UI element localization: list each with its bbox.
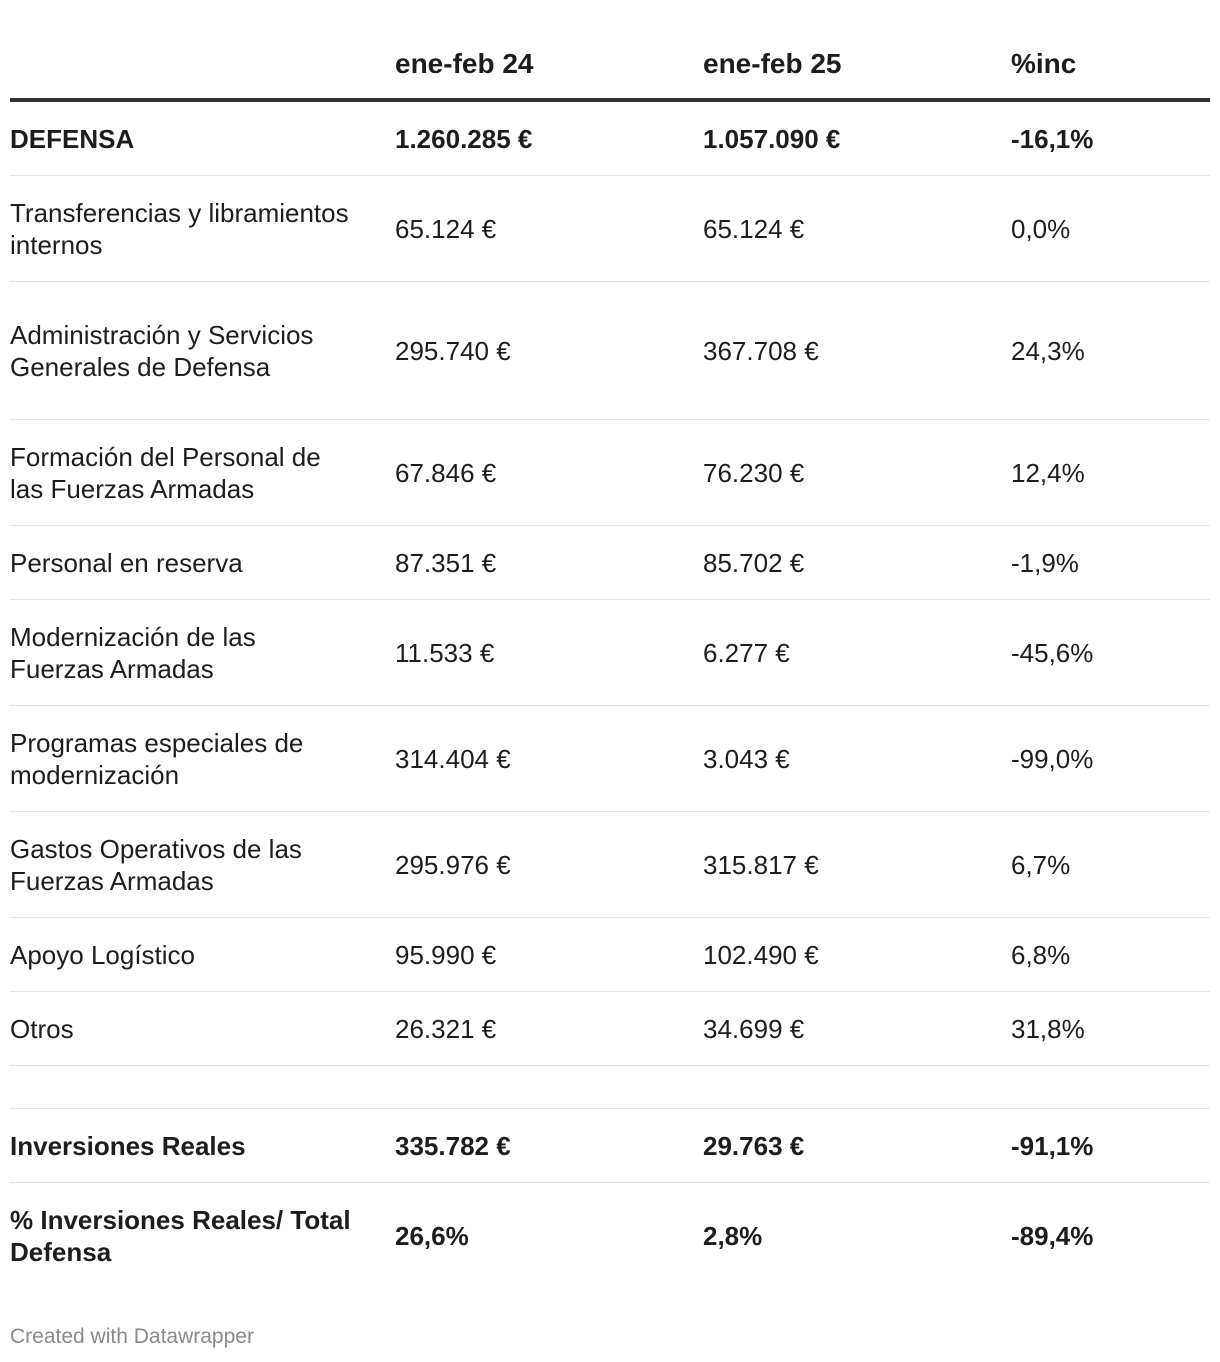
row-value-24: 335.782 € — [395, 1130, 511, 1161]
table-row — [10, 420, 1210, 526]
table-row — [10, 282, 1210, 420]
header-inc: %inc — [1011, 48, 1077, 79]
row-inc: -16,1% — [1011, 123, 1094, 154]
header-ene-feb-25: ene-feb 25 — [703, 48, 842, 79]
row-value-24: 1.260.285 € — [395, 123, 533, 154]
row-inc: 6,7% — [1011, 849, 1071, 880]
row-value-24: 11.533 € — [395, 637, 495, 668]
row-inc: 6,8% — [1011, 939, 1071, 970]
row-value-25: 315.817 € — [703, 849, 819, 880]
row-label: Transferencias y libramientos internos — [10, 197, 349, 260]
row-label: % Inversiones Reales/ Total Defensa — [10, 1205, 351, 1267]
row-inc: -89,4% — [1011, 1221, 1094, 1251]
row-value-24: 26,6% — [395, 1221, 469, 1251]
row-label: Inversiones Reales — [10, 1130, 246, 1161]
table-row — [10, 706, 1210, 812]
row-inc: 0,0% — [1011, 213, 1071, 244]
row-value-24: 65.124 € — [395, 213, 497, 244]
table-row — [10, 526, 1210, 600]
row-inc: -91,1% — [1011, 1130, 1094, 1161]
row-value-24: 26.321 € — [395, 1013, 497, 1044]
row-inc: -1,9% — [1011, 547, 1079, 578]
table-row-porcentaje-inversiones — [10, 1183, 1210, 1289]
table-row — [10, 918, 1210, 992]
table-row — [10, 812, 1210, 918]
row-label: Otros — [10, 1013, 74, 1044]
row-value-25: 6.277 € — [703, 637, 790, 668]
table-spacer-row — [10, 1066, 1210, 1109]
row-value-25: 29.763 € — [703, 1130, 805, 1161]
row-label: Programas especiales de modernización — [10, 727, 304, 790]
row-value-25: 34.699 € — [703, 1013, 805, 1044]
row-label: Apoyo Logístico — [10, 939, 196, 970]
row-inc: -99,0% — [1011, 743, 1094, 774]
row-label: Administración y Servicios Generales de Defensa — [10, 319, 314, 382]
table-row-inversiones-reales — [10, 1109, 1210, 1183]
row-value-25: 76.230 € — [703, 457, 805, 488]
table-row — [10, 600, 1210, 706]
datawrapper-credit[interactable]: Created with Datawrapper — [10, 1325, 254, 1348]
table-row — [10, 176, 1210, 282]
row-value-25: 85.702 € — [703, 547, 805, 578]
header-ene-feb-24: ene-feb 24 — [395, 48, 534, 79]
row-value-24: 95.990 € — [395, 939, 497, 970]
row-label: DEFENSA — [10, 123, 135, 154]
row-label: Gastos Operativos de las Fuerzas Armadas — [10, 833, 302, 896]
table-row — [10, 992, 1210, 1066]
row-value-25: 65.124 € — [703, 213, 805, 244]
row-value-24: 295.740 € — [395, 335, 511, 366]
row-value-24: 295.976 € — [395, 849, 511, 880]
row-value-25: 1.057.090 € — [703, 123, 841, 154]
row-inc: 12,4% — [1011, 457, 1085, 488]
row-inc: 31,8% — [1011, 1013, 1085, 1044]
row-value-24: 67.846 € — [395, 457, 497, 488]
row-label: Formación del Personal de las Fuerzas Armadas — [10, 441, 321, 504]
row-label: Modernización de las Fuerzas Armadas — [10, 621, 256, 684]
table-header-row — [10, 0, 1210, 102]
row-value-25: 102.490 € — [703, 939, 819, 970]
row-value-25: 3.043 € — [703, 743, 790, 774]
row-inc: 24,3% — [1011, 335, 1085, 366]
row-value-24: 87.351 € — [395, 547, 497, 578]
row-label: Personal en reserva — [10, 547, 243, 578]
data-table — [10, 0, 1210, 1289]
row-inc: -45,6% — [1011, 637, 1094, 668]
row-value-25: 2,8% — [703, 1221, 763, 1251]
table-row-defensa — [10, 102, 1210, 176]
row-value-24: 314.404 € — [395, 743, 511, 774]
row-value-25: 367.708 € — [703, 335, 819, 366]
